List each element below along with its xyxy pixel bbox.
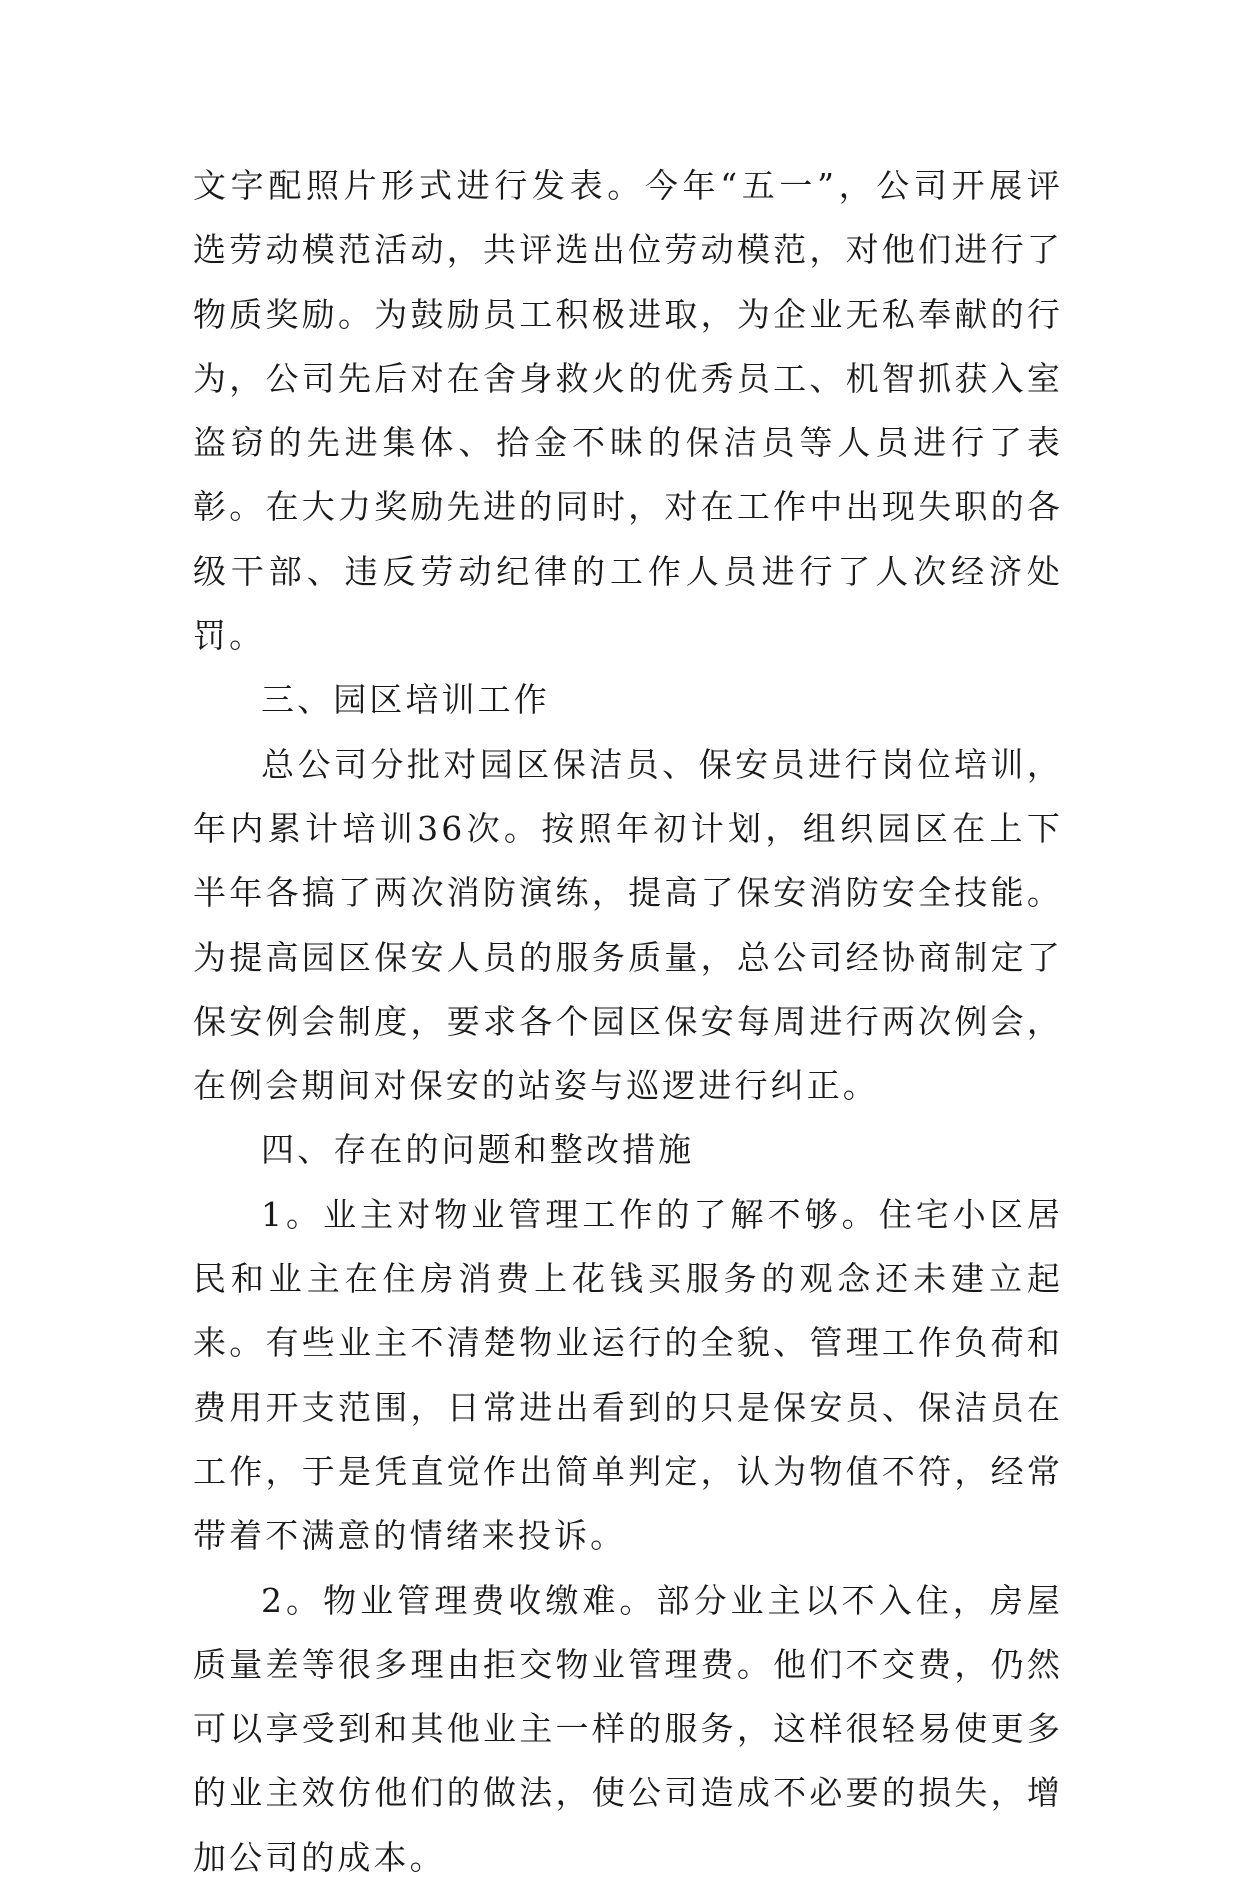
paragraph-problem-1: 1。业主对物业管理工作的了解不够。住宅小区居民和业主在住房消费上花钱买服务的观念还未建立起来。有些业主不清楚物业运行的全貌、管理工作负荷和费用开支范围，日常进出看到的只是保安员、保洁员在工作，于是凭直觉作出简单判定，认为物值不符，经常带着不满意的情绪来投诉。 bbox=[193, 1194, 1063, 1556]
section-heading-problems-and-measures: 四、存在的问题和整改措施 bbox=[261, 1130, 695, 1170]
document-body bbox=[193, 154, 1063, 1890]
paragraph-problem-2: 2。物业管理费收缴难。部分业主以不入住，房屋质量差等很多理由拒交物业管理费。他们不交费，仍然可以享受到和其他业主一样的服务，这样很轻易使更多的业主效仿他们的做法，使公司造成不必要的损失，增加公司的成本。 bbox=[193, 1580, 1063, 1877]
section-heading-park-training: 三、园区培训工作 bbox=[261, 680, 550, 720]
paragraph-training: 总公司分批对园区保洁员、保安员进行岗位培训，年内累计培训36次。按照年初计划，组织园区在上下半年各搞了两次消防演练，提高了保安消防安全技能。为提高园区保安人员的服务质量，总公司经协商制定了保安例会制度，要求各个园区保安每周进行两次例会，在例会期间对保安的站姿与巡逻进行纠正。 bbox=[193, 744, 1063, 1106]
paragraph-rewards-and-penalties: 文字配照片形式进行发表。今年“五一”，公司开展评选劳动模范活动，共评选出位劳动模范，对他们进行了物质奖励。为鼓励员工积极进取，为企业无私奉献的行为，公司先后对在舍身救火的优秀员工、机智抓获入室盗窃的先进集体、拾金不昧的保洁员等人员进行了表彰。在大力奖励先进的同时，对在工作中出现失职的各级干部、违反劳动纪律的工作人员进行了人次经济处罚。 bbox=[193, 166, 1063, 656]
